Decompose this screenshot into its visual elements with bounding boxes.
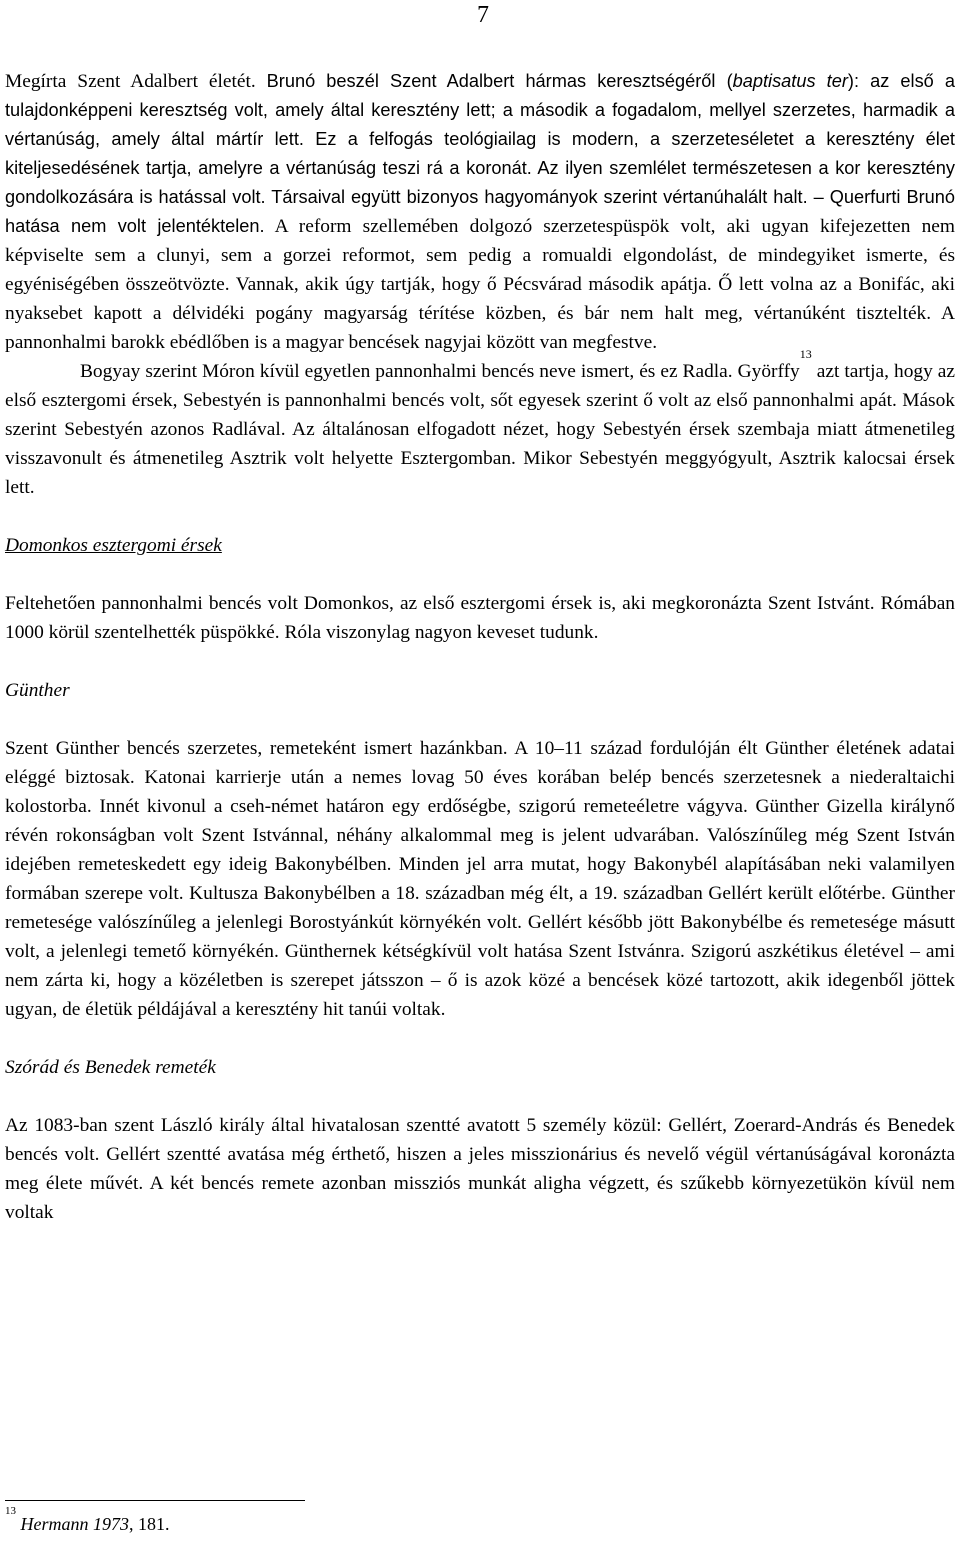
footnote [5,1505,170,1535]
text-run: azt tartja, hogy az első esztergomi érsek, Sebestyén is pannonhalmi bencés volt, sőt egyesek szerint ő volt az első pannonhalmi apát. Mások szerint Sebestyén azonos Radlával. Az általánosan elfogadott nézet, hogy Sebestyén érsek szembaja miatt átmenetileg visszavonult és átmenetileg Asztrik volt helyette Esztergomban. Mikor Sebestyén meggyógyult, Asztrik kalocsai érsek lett. [5,361,955,498]
footnote-number: 13 [5,1505,16,1517]
section-heading-gunther: Günther [5,680,70,701]
paragraph-gunther: Szent Günther bencés szerzetes, remeteként ismert hazánkban. A 10–11 század fordulóján élt Günther életének adatai eléggé biztosak. Katonai karrierje után a nemes lovag 50 éves korában belép bencés szerzetesnek a niederaltaichi kolostorba. Innét kivonul a cseh-német határon egy erdőségbe, szigorú remeteéletre vágyva. Günther Gizella királynő révén rokonságban volt Szent Istvánnal, néhány alkalommal meg is jelent udvarában. Valószínűleg még Szent István idejében remeteskedett egy ideig Bakonybélben. Minden jel arra mutat, hogy Bakonybél alapításában neki valamilyen formában szerepe volt. Kultusza Bakonybélben a 18. században még élt, a 19. században Gellért került előtérbe. Günther remetesége valószínűleg a jelenlegi Borostyánkút környékén volt. Gellért később jött Bakonybélbe és remetesége másutt volt, a jelenlegi temető környékén. Günthernek kétségkívül volt hatása Szent Istvánra. Szigorú aszkétikus életével – ami nem zárta ki, hogy a közéletben is szerepet játsszon – ő is azok közé a bencések közé tartozott, akik idegenből jöttek ugyan, de életük példájával a keresztény hit tanúi voltak. [5,738,955,1020]
text-run: Megírta Szent Adalbert életét. [5,71,267,92]
footnote-reference[interactable]: 13 [799,347,812,361]
footnote-author: Hermann 1973 [20,1514,129,1534]
section-heading-domonkos: Domonkos esztergomi érsek [5,535,222,556]
page-content [5,67,955,1227]
text-run: ): az első a tulajdonképpeni keresztség volt, amely által keresztény lett; a második a fogadalom, mellyel szerzetes, harmadik a vértanúság, amely által mártír lett. Ez a felfogás teológiailag is modern, a szerzeteséletet a keresztény élet kiteljesedésének tartja, amelyre a vértanúság teszi rá a koronát. Az ilyen szemlélet természetesen a kor keresztény gondolkozására is hatással volt. Társaival együtt bizonyos hagyományok szerint vértanúhalált halt. [5,71,956,207]
text-run: A reform szellemében dolgozó szerzetespüspök volt, aki ugyan kifejezetten nem képviselte sem a clunyi, sem a gorzei reformot, sem pedig a romualdi elgondolást, de mindegyiket ismerte, és egyéniségében összeötvözte. Vannak, akik úgy tartják, hogy ő Pécsvárad második apátja. Ő lett volna az a Bonifác, aki nyaksebet kapott a délvidéki pogány magyarság térítése közben, és bár nem halt meg, vértanúként tisztelték. A pannonhalmi barokk ebédlőben is a magyar bencések nagyjai között van megfestve. [5,216,955,353]
section-heading-szorad-benedek: Szórád és Benedek remeték [5,1057,216,1078]
paragraph-bogyay [5,347,955,502]
text-run: – Querfurti Brunó hatása nem volt jelentéktelen. [5,187,955,236]
paragraph-szorad-benedek: Az 1083-ban szent László király által hivatalosan szentté avatott 5 személy közül: Gellért, Zoerard-András és Benedek bencés volt. Gellért szentté avatása még érthető, hiszen a jeles misszionárius és nevelő végül vértanúságával koronázta meg élete művét. A két bencés remete azonban missziós munkát aligha végzett, és szűkebb környezetükön kívül nem voltak [5,1115,955,1223]
paragraph-domonkos: Feltehetően pannonhalmi bencés volt Domonkos, az első esztergomi érsek is, aki megkoronázta Szent Istvánt. Rómában 1000 körül szentelhették püspökké. Róla viszonylag nagyon keveset tudunk. [5,593,955,643]
text-run: Bogyay szerint Móron kívül egyetlen pannonhalmi bencés neve ismert, és ez Radla. Györffy [80,361,800,382]
paragraph-adalbert [5,67,955,357]
italic-latin-term: baptisatus ter [732,71,848,91]
page-number: 7 [477,2,489,28]
text-run: Brunó beszél Szent Adalbert hármas keresztségéről ( [266,71,733,91]
footnote-page: , 181. [129,1514,170,1534]
footnote-separator [5,1500,305,1501]
